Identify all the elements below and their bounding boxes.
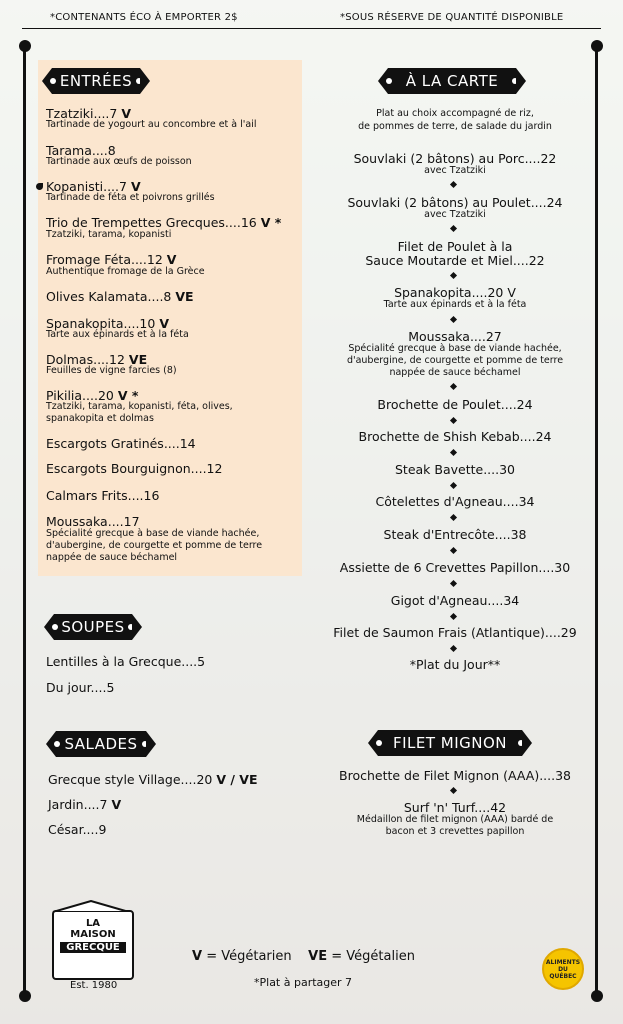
logo-line: LA bbox=[85, 918, 101, 929]
menu-item: Souvlaki (2 bâtons) au Poulet....24 bbox=[347, 195, 563, 210]
a-la-carte-heading: À LA CARTE bbox=[388, 68, 516, 94]
corner-dot bbox=[591, 40, 603, 52]
aliments-du-quebec-seal: ALIMENTS DU QUÉBEC bbox=[542, 948, 584, 990]
takeout-note: *CONTENANTS ÉCO À EMPORTER 2$ bbox=[50, 12, 238, 23]
item-description: avec Tzatziki bbox=[424, 165, 486, 176]
menu-item: Brochette de Shish Kebab....24 bbox=[358, 429, 552, 444]
item-description: spanakopita et dolmas bbox=[46, 413, 154, 424]
menu-item: Escargots Gratinés....14 bbox=[46, 436, 196, 451]
carte-intro: de pommes de terre, de salade du jardin bbox=[358, 121, 552, 132]
top-divider bbox=[22, 28, 601, 29]
menu-item: Brochette de Poulet....24 bbox=[377, 397, 533, 412]
menu-item: Gigot d'Agneau....34 bbox=[390, 593, 520, 608]
item-description: nappée de sauce béchamel bbox=[389, 367, 521, 378]
soupes-heading: SOUPES bbox=[54, 614, 132, 640]
item-description: Médaillon de filet mignon (AAA) bardé de bbox=[356, 814, 554, 825]
menu-item: Tzatziki....7 V bbox=[46, 106, 132, 121]
logo-line: MAISON bbox=[70, 929, 116, 940]
salades-heading: SALADES bbox=[56, 731, 146, 757]
item-description: Feuilles de vigne farcies (8) bbox=[46, 365, 177, 376]
menu-item: Jardin....7 V bbox=[48, 797, 122, 812]
menu-item: Pikilia....20 V * bbox=[46, 388, 139, 403]
item-description: Spécialité grecque à base de viande hachée, bbox=[348, 343, 562, 354]
item-description: Tartinade aux œufs de poisson bbox=[46, 156, 192, 167]
logo-line: GRECQUE bbox=[60, 942, 126, 953]
availability-note: *SOUS RÉSERVE DE QUANTITÉ DISPONIBLE bbox=[340, 12, 564, 23]
menu-item: Lentilles à la Grecque....5 bbox=[46, 654, 206, 669]
menu-item: Grecque style Village....20 V / VE bbox=[48, 772, 258, 787]
item-description: Tartinade de féta et poivrons grillés bbox=[46, 192, 215, 203]
corner-dot bbox=[19, 990, 31, 1002]
menu-item: Dolmas....12 VE bbox=[46, 352, 148, 367]
item-description: Tarte aux épinards et à la féta bbox=[46, 329, 189, 340]
legend: V = Végétarien VE = Végétalien bbox=[192, 949, 415, 964]
item-description: Tartinade de yogourt au concombre et à l'ail bbox=[46, 119, 257, 130]
menu-item: Kopanisti....7 V bbox=[46, 179, 141, 194]
spicy-pepper-icon bbox=[36, 183, 43, 190]
menu-item: Souvlaki (2 bâtons) au Porc....22 bbox=[353, 151, 557, 166]
entrees-heading: ENTRÉES bbox=[52, 68, 140, 94]
menu-item: Côtelettes d'Agneau....34 bbox=[375, 494, 535, 509]
menu-item: Moussaka....17 bbox=[46, 514, 140, 529]
menu-item: César....9 bbox=[48, 822, 107, 837]
menu-item: Moussaka....27 bbox=[408, 329, 502, 344]
filet-mignon-heading: FILET MIGNON bbox=[378, 730, 522, 756]
item-description: d'aubergine, de courgette et pomme de terre bbox=[46, 540, 263, 551]
menu-item: Filet de Saumon Frais (Atlantique)....29 bbox=[333, 625, 577, 640]
carte-intro: Plat au choix accompagné de riz, bbox=[376, 108, 534, 119]
menu-item: Surf 'n' Turf....42 bbox=[403, 800, 507, 815]
corner-dot bbox=[19, 40, 31, 52]
menu-item: Du jour....5 bbox=[46, 680, 115, 695]
item-description: Tarte aux épinards et à la féta bbox=[383, 299, 527, 310]
corner-dot bbox=[591, 990, 603, 1002]
item-description: bacon et 3 crevettes papillon bbox=[385, 826, 525, 837]
menu-item: Steak d'Entrecôte....38 bbox=[383, 527, 527, 542]
item-description: Authentique fromage de la Grèce bbox=[46, 266, 205, 277]
right-border bbox=[595, 44, 598, 998]
menu-item: Spanakopita....20 V bbox=[394, 285, 516, 300]
restaurant-logo bbox=[52, 910, 134, 980]
share-note: *Plat à partager 7 bbox=[254, 976, 353, 989]
menu-item: Calmars Frits....16 bbox=[46, 488, 160, 503]
item-description: Tzatziki, tarama, kopanisti, féta, olives, bbox=[46, 401, 233, 412]
menu-item: *Plat du Jour** bbox=[409, 657, 501, 672]
menu-item: Sauce Moutarde et Miel....22 bbox=[365, 253, 545, 268]
item-description: Tzatziki, tarama, kopanisti bbox=[46, 229, 172, 240]
menu-item: Fromage Féta....12 V bbox=[46, 252, 177, 267]
established-year: Est. 1980 bbox=[70, 980, 118, 991]
menu-item: Olives Kalamata....8 VE bbox=[46, 289, 194, 304]
item-description: d'aubergine, de courgette et pomme de terre bbox=[346, 355, 564, 366]
menu-item: Spanakopita....10 V bbox=[46, 316, 169, 331]
menu-item: Steak Bavette....30 bbox=[394, 462, 515, 477]
menu-item: Trio de Trempettes Grecques....16 V * bbox=[46, 215, 282, 230]
menu-item: Escargots Bourguignon....12 bbox=[46, 461, 223, 476]
menu-item: Assiette de 6 Crevettes Papillon....30 bbox=[339, 560, 571, 575]
pediment-icon bbox=[51, 900, 131, 912]
item-description: nappée de sauce béchamel bbox=[46, 552, 178, 563]
left-border bbox=[23, 44, 26, 998]
menu-item: Filet de Poulet à la bbox=[397, 239, 513, 254]
item-description: Spécialité grecque à base de viande hachée, bbox=[46, 528, 260, 539]
menu-item: Brochette de Filet Mignon (AAA)....38 bbox=[339, 768, 571, 783]
item-description: avec Tzatziki bbox=[424, 209, 486, 220]
menu-item: Tarama....8 bbox=[46, 143, 116, 158]
